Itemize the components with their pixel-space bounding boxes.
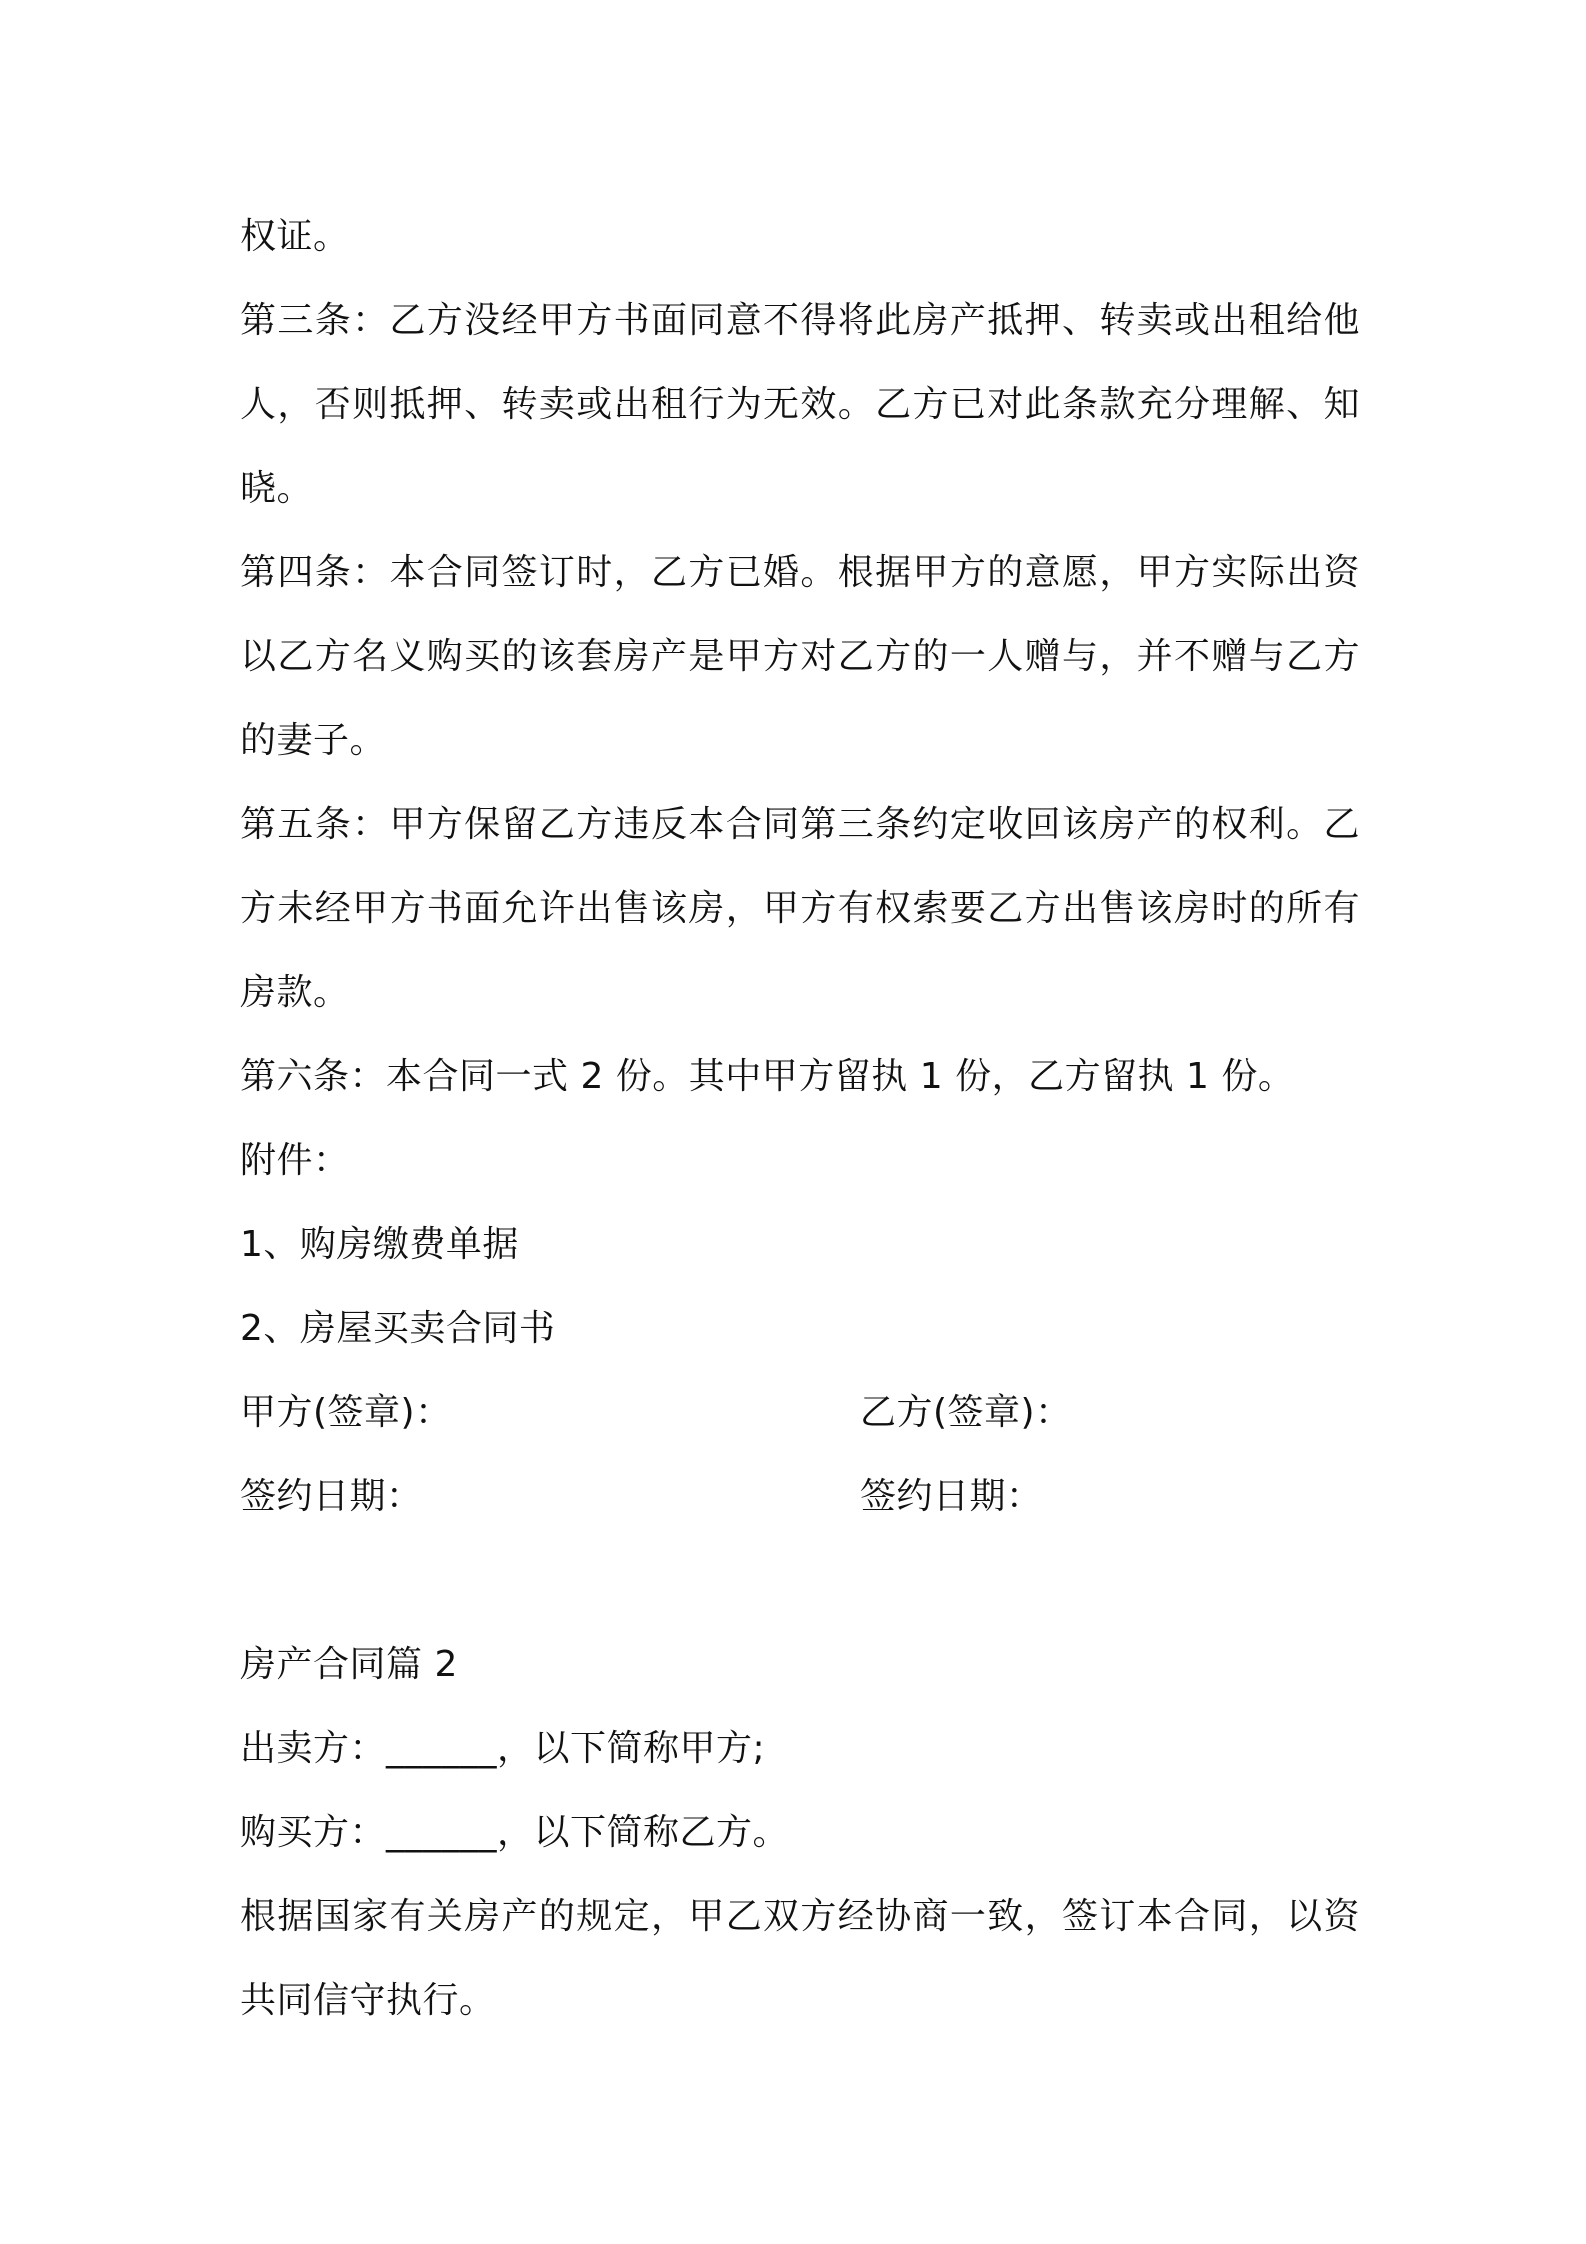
sign-date-row — [240, 1455, 1360, 1539]
document-body — [240, 195, 1360, 2043]
article-4: 第四条：本合同签订时，乙方已婚。根据甲方的意愿，甲方实际出资以乙方名义购买的该套房产是甲方对乙方的一人赠与，并不赠与乙方的妻子。 — [240, 552, 1360, 761]
buyer-line: 购买方：______，以下简称乙方。 — [240, 1812, 790, 1853]
party-b-sign-date-label: 签约日期： — [860, 1476, 1043, 1517]
party-a-signature-label: 甲方(签章)： — [240, 1392, 452, 1433]
attachments-title: 附件： — [240, 1140, 350, 1181]
attachment-2: 2、房屋买卖合同书 — [240, 1308, 556, 1349]
article-5: 第五条：甲方保留乙方违反本合同第三条约定收回该房产的权利。乙方未经甲方书面允许出售该房，甲方有权索要乙方出售该房时的所有房款。 — [240, 804, 1360, 1013]
contract-2-title: 房产合同篇 2 — [240, 1644, 458, 1685]
preamble: 根据国家有关房产的规定，甲乙双方经协商一致，签订本合同，以资共同信守执行。 — [240, 1896, 1360, 2021]
text-line-top: 权证。 — [240, 216, 350, 257]
party-a-sign-date-label: 签约日期： — [240, 1476, 423, 1517]
party-b-signature-label: 乙方(签章)： — [860, 1392, 1072, 1433]
section-spacer — [240, 1539, 1360, 1623]
article-3: 第三条：乙方没经甲方书面同意不得将此房产抵押、转卖或出租给他人，否则抵押、转卖或出租行为无效。乙方已对此条款充分理解、知晓。 — [240, 300, 1360, 509]
article-6: 第六条：本合同一式 2 份。其中甲方留执 1 份，乙方留执 1 份。 — [240, 1056, 1295, 1097]
attachment-1: 1、购房缴费单据 — [240, 1224, 519, 1265]
seller-line: 出卖方：______，以下简称甲方; — [240, 1728, 766, 1769]
signature-row — [240, 1371, 1360, 1455]
